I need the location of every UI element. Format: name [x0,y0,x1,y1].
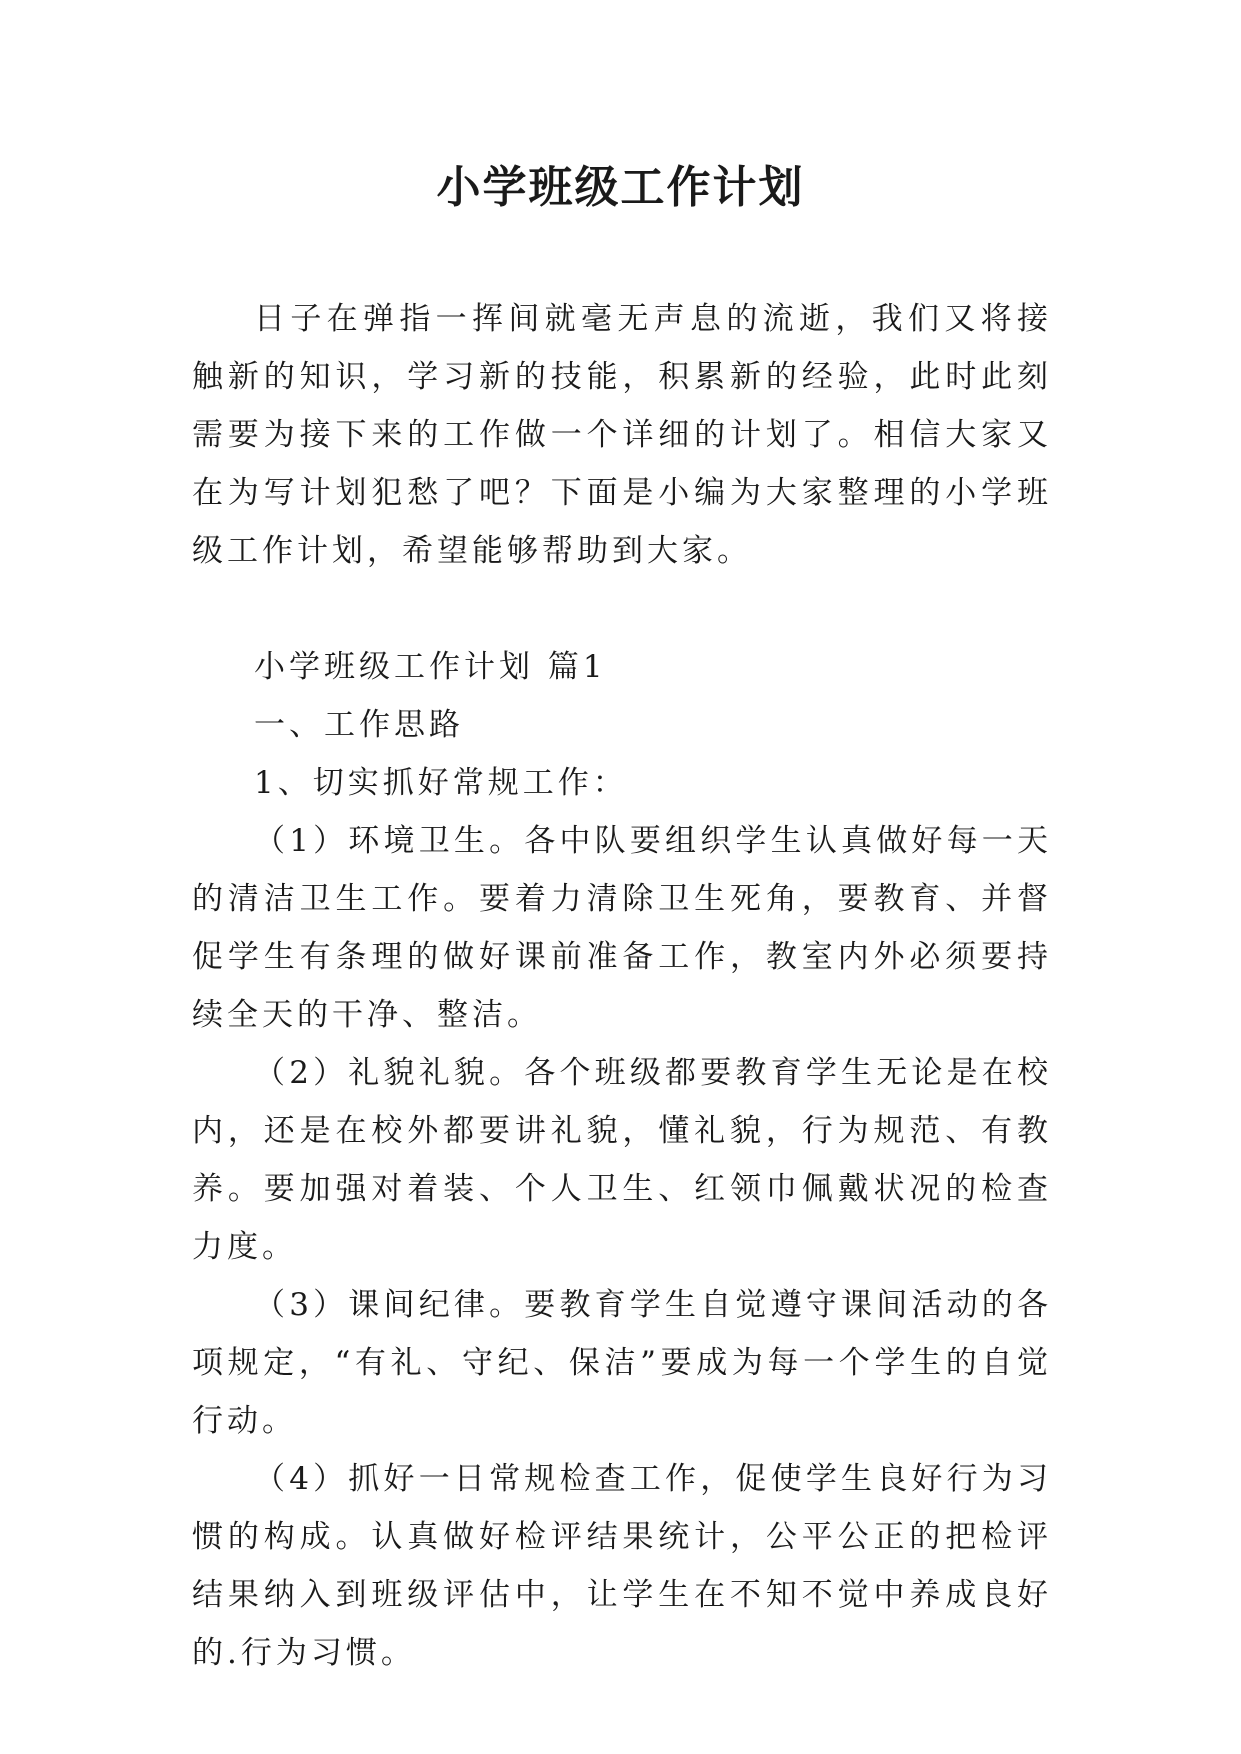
document-body [192,290,1052,1682]
section-heading: 小学班级工作计划 篇1 [254,649,607,685]
body-paragraph-1: （1）环境卫生。各中队要组织学生认真做好每一天的清洁卫生工作。要着力清除卫生死角，要教育、并督促学生有条理的做好课前准备工作，教室内外必须要持续全天的干净、整洁。 [192,823,1052,1033]
document-title: 小学班级工作计划 [436,162,805,213]
item-heading: 1、切实抓好常规工作： [254,765,628,801]
part-heading: 一、工作思路 [254,707,464,743]
body-paragraph-2: （2）礼貌礼貌。各个班级都要教育学生无论是在校内，还是在校外都要讲礼貌，懂礼貌，行为规范、有教养。要加强对着装、个人卫生、红领巾佩戴状况的检查力度。 [192,1055,1052,1265]
paragraph-gap [192,580,1052,638]
intro-paragraph: 日子在弹指一挥间就毫无声息的流逝，我们又将接触新的知识，学习新的技能，积累新的经验，此时此刻需要为接下来的工作做一个详细的计划了。相信大家又在为写计划犯愁了吧？下面是小编为大家整理的小学班级工作计划，希望能够帮助到大家。 [192,301,1052,569]
body-paragraph-4: （4）抓好一日常规检查工作，促使学生良好行为习惯的构成。认真做好检评结果统计，公平公正的把检评结果纳入到班级评估中，让学生在不知不觉中养成良好的.行为习惯。 [192,1461,1052,1671]
body-paragraph-3: （3）课间纪律。要教育学生自觉遵守课间活动的各项规定，“有礼、守纪、保洁”要成为每一个学生的自觉行动。 [192,1287,1052,1439]
